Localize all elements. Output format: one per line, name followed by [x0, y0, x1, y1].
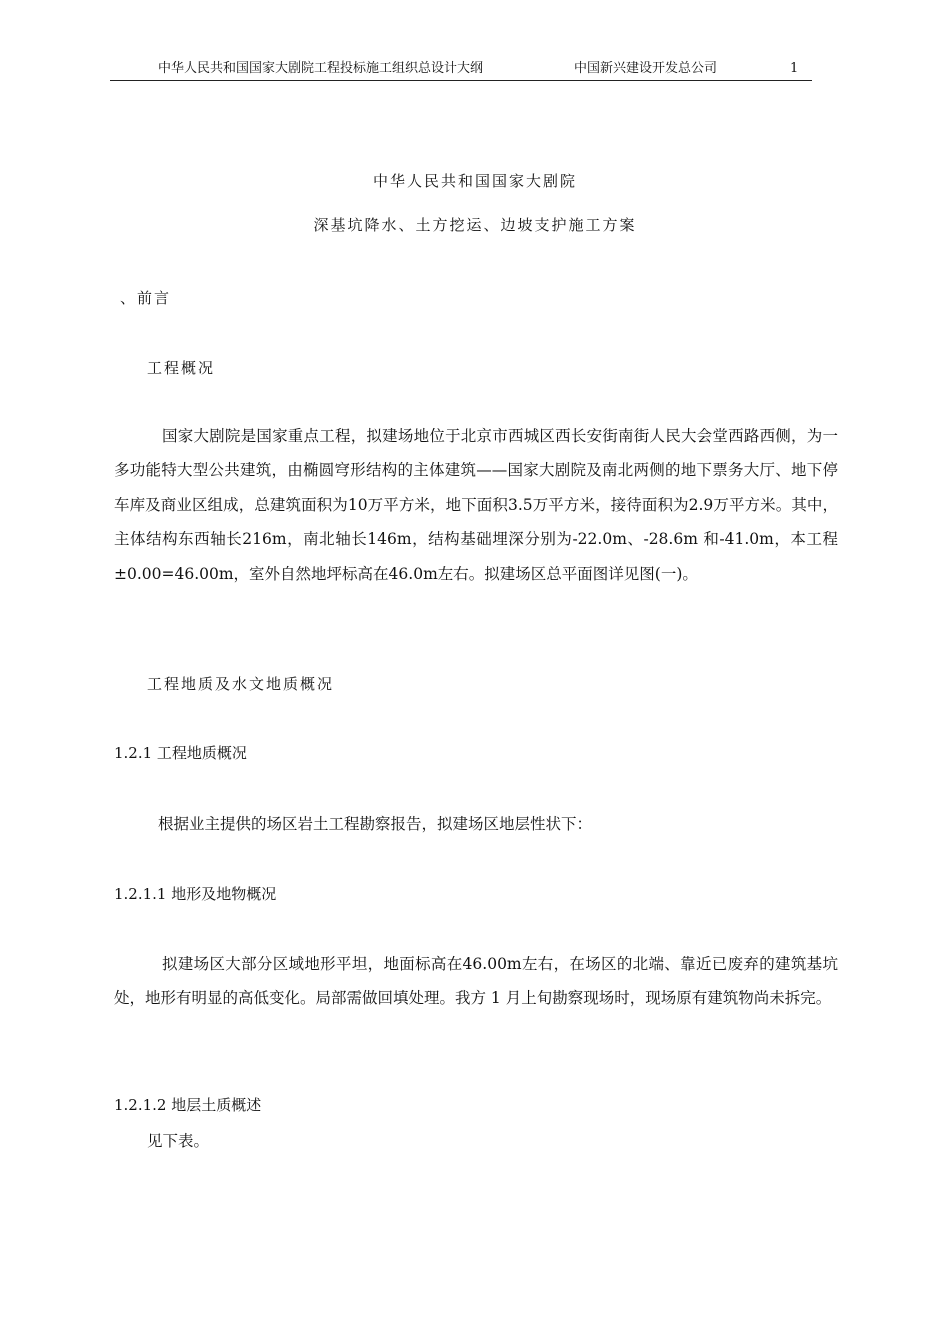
- see-table-note: 见下表。: [147, 1132, 210, 1150]
- section-geology-heading: 工程地质及水文地质概况: [147, 675, 335, 693]
- page-header: [110, 58, 812, 81]
- section-overview-heading: 工程概况: [147, 359, 216, 377]
- section-preface-heading: 、前言: [120, 289, 172, 307]
- document-title: 中华人民共和国国家大剧院: [372, 172, 577, 190]
- header-company: 中国新兴建设开发总公司: [574, 61, 718, 76]
- header-title: 中华人民共和国国家大剧院工程投标施工组织总设计大纲: [158, 61, 484, 76]
- page-number: 1: [790, 61, 799, 76]
- subsection-1-2-1-heading: 1.2.1 工程地质概况: [114, 744, 247, 762]
- subsection-1-2-1-2-heading: 1.2.1.2 地层土质概述: [114, 1096, 262, 1114]
- overview-paragraph: 国家大剧院是国家重点工程，拟建场地位于北京市西城区西长安街南街人民大会堂西路西侧，为一多功能特大型公共建筑，由椭圆穹形结构的主体建筑——国家大剧院及南北两侧的地下票务大厅、地下停车库及商业区组成，总建筑面积为10万平方米，地下面积3.5万平方米，接待面积为2.9万平方米。其中，主体结构东西轴长216m，南北轴长146m，结构基础埋深分别为-22.0m、-28.6m 和-41.0m，本工程±0.00=46.00m，室外自然地坪标高在46.0m左右。拟建场区总平面图详见图(一)。: [114, 427, 838, 583]
- document-subtitle: 深基坑降水、土方挖运、边坡支护施工方案: [313, 216, 637, 234]
- geology-intro-paragraph: 根据业主提供的场区岩土工程勘察报告，拟建场区地层性状下：: [158, 815, 593, 833]
- subsection-1-2-1-1-heading: 1.2.1.1 地形及地物概况: [114, 885, 277, 903]
- terrain-paragraph: 拟建场区大部分区域地形平坦，地面标高在46.00m左右，在场区的北端、靠近已废弃的建筑基坑处，地形有明显的高低变化。局部需做回填处理。我方 1 月上旬勘察现场时，现场原有建筑物尚未拆完。: [114, 955, 838, 1008]
